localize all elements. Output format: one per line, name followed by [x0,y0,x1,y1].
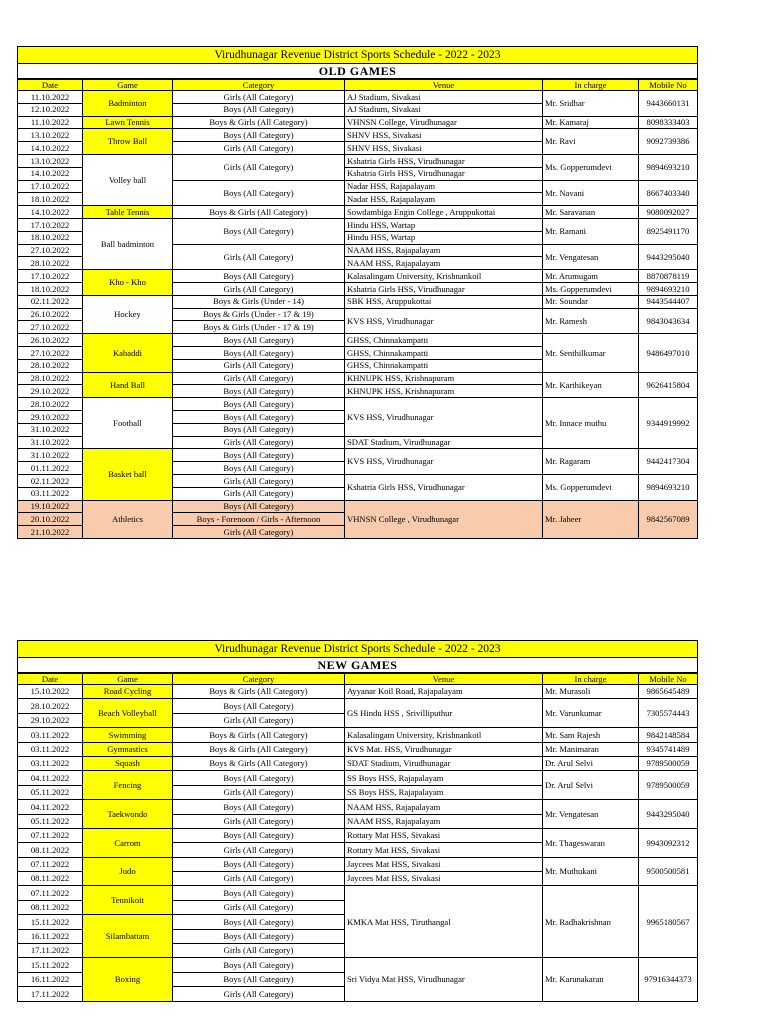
cell-venue: SS Boys HSS, Rajapalayam [345,771,543,785]
cell-venue: NAAM HSS, Rajapalayam [345,815,543,829]
cell-date: 07.11.2022 [18,829,83,843]
cell-incharge: Mr. Manimaran [543,743,639,757]
cell-category: Girls (All Category) [173,475,345,488]
cell-category: Girls (All Category) [173,142,345,155]
cell-category: Boys & Girls (All Category) [173,728,345,742]
cell-date: 27.10.2022 [18,347,83,360]
cell-mobile: 9345741489 [639,743,698,757]
cell-mobile: 8925491170 [639,219,698,245]
cell-date: 13.10.2022 [18,129,83,142]
cell-date: 26.10.2022 [18,334,83,347]
cell-category: Girls (All Category) [173,245,345,271]
cell-category: Boys (All Category) [173,334,345,347]
cell-incharge: Mr. Kamaraj [543,117,639,130]
cell-date: 02.11.2022 [18,475,83,488]
cell-incharge: Mr. Ramesh [543,309,639,335]
cell-game: Basket ball [83,449,173,500]
cell-venue: NAAM HSS, Rajapalayam [345,257,543,270]
cell-category: Girls (All Category) [173,526,345,539]
cell-incharge: Ms. Gopperumdevi [543,155,639,181]
cell-mobile: 9894693210 [639,475,698,501]
cell-date: 18.10.2022 [18,193,83,206]
header-category: Category [173,674,345,685]
cell-category: Boys (All Category) [173,219,345,245]
cell-venue: Kshatria Girls HSS, Virudhunagar [345,155,543,168]
cell-category: Boys (All Category) [173,129,345,142]
cell-category: Girls (All Category) [173,91,345,104]
cell-date: 26.10.2022 [18,309,83,322]
cell-category: Boys & Girls (All Category) [173,206,345,219]
cell-mobile: 9344919992 [639,398,698,449]
cell-venue: KHNUPK HSS, Krishnapuram [345,373,543,386]
cell-mobile: 9789500059 [639,757,698,771]
cell-incharge: Mr. Ramani [543,219,639,245]
cell-incharge: Mr. Radhakrishnan [543,886,639,958]
cell-category: Boys (All Category) [173,973,345,987]
cell-date: 14.10.2022 [18,142,83,155]
cell-category: Boys (All Category) [173,449,345,462]
cell-venue: VHNSN College , Virudhunagar [345,501,543,539]
cell-game: Silambattam [83,915,173,958]
cell-incharge: Mr. Sridhar [543,91,639,117]
cell-venue: KVS HSS, Virudhunagar [345,398,543,436]
cell-category: Boys (All Category) [173,462,345,475]
cell-date: 14.10.2022 [18,168,83,181]
cell-category: Girls (All Category) [173,155,345,181]
cell-category: Boys & Girls (All Category) [173,685,345,699]
cell-game: Beach Volleyball [83,699,173,728]
cell-game: Volley ball [83,155,173,206]
cell-incharge: Ms. Gopperumdevi [543,475,639,501]
cell-mobile: 9965180567 [639,886,698,958]
cell-game: Taekwondo [83,800,173,829]
cell-venue: Kalasalingam University, Krishnankoil [345,728,543,742]
cell-venue: SS Boys HSS, Rajapalayam [345,786,543,800]
cell-date: 04.11.2022 [18,771,83,785]
cell-game: Kho - Kho [83,270,173,296]
cell-mobile: 9943092312 [639,829,698,858]
cell-date: 11.10.2022 [18,117,83,130]
cell-incharge: Dr. Arul Selvi [543,771,639,800]
cell-category: Boys (All Category) [173,501,345,514]
cell-category: Boys & Girls (All Category) [173,743,345,757]
cell-date: 13.10.2022 [18,155,83,168]
cell-category: Boys (All Category) [173,930,345,944]
cell-game: Throw Ball [83,129,173,155]
new-schedule-title: Virudhunagar Revenue District Sports Schedule - 2022 - 2023 [17,640,698,658]
cell-date: 31.10.2022 [18,437,83,450]
cell-category: Girls (All Category) [173,714,345,728]
cell-date: 03.11.2022 [18,757,83,771]
cell-venue: KHNUPK HSS, Krishnapuram [345,385,543,398]
cell-date: 15.10.2022 [18,685,83,699]
cell-venue: NAAM HSS, Rajapalayam [345,245,543,258]
cell-mobile: 9092739386 [639,129,698,155]
cell-category: Boys & Girls (Under - 14) [173,296,345,309]
header-game: Game [83,80,173,91]
cell-date: 28.10.2022 [18,373,83,386]
cell-mobile: 9443295040 [639,245,698,271]
cell-category: Boys (All Category) [173,270,345,283]
header-mobile: Mobile No [639,80,698,91]
cell-date: 28.10.2022 [18,398,83,411]
cell-incharge: Mr. Varunkumar [543,699,639,728]
cell-venue: Nadar HSS, Rajapalayam [345,193,543,206]
cell-venue: SBK HSS, Aruppukottai [345,296,543,309]
cell-venue: AJ Stadium, Sivakasi [345,91,543,104]
cell-mobile: 9443544407 [639,296,698,309]
header-venue: Venue [345,674,543,685]
cell-category: Boys & Girls (Under - 17 & 19) [173,321,345,334]
cell-date: 07.11.2022 [18,858,83,872]
cell-venue: Sowdambiga Engin College , Aruppukottai [345,206,543,219]
cell-venue: Kalasalingam University, Krishnankoil [345,270,543,283]
cell-category: Boys & Girls (Under - 17 & 19) [173,309,345,322]
cell-mobile: 9842567089 [639,501,698,539]
cell-venue: AJ Stadium, Sivakasi [345,104,543,117]
cell-category: Boys & Girls (All Category) [173,117,345,130]
cell-date: 12.10.2022 [18,104,83,117]
cell-game: Table Tennis [83,206,173,219]
cell-category: Boys (All Category) [173,347,345,360]
cell-date: 21.10.2022 [18,526,83,539]
cell-date: 28.10.2022 [18,257,83,270]
cell-date: 07.11.2022 [18,886,83,900]
cell-date: 03.11.2022 [18,728,83,742]
cell-incharge: Mr. Soundar [543,296,639,309]
cell-category: Girls (All Category) [173,283,345,296]
old-games-schedule [17,46,698,539]
cell-mobile: 9443660131 [639,91,698,117]
header-incharge: In charge [543,674,639,685]
cell-venue: Hindu HSS, Wartap [345,219,543,232]
cell-date: 31.10.2022 [18,449,83,462]
cell-category: Girls (All Category) [173,843,345,857]
cell-incharge: Mr. Murasoli [543,685,639,699]
cell-date: 15.11.2022 [18,915,83,929]
cell-date: 28.10.2022 [18,699,83,713]
cell-category: Girls (All Category) [173,815,345,829]
cell-incharge: Mr. Thageswaran [543,829,639,858]
cell-venue: Kshatria Girls HSS, Virudhunagar [345,475,543,501]
cell-category: Girls (All Category) [173,872,345,886]
cell-category: Girls (All Category) [173,373,345,386]
cell-category: Boys (All Category) [173,771,345,785]
cell-game: Kabaddi [83,334,173,372]
cell-mobile: 9443295040 [639,800,698,829]
cell-incharge: Mr. Innace muthu [543,398,639,449]
cell-category: Boys (All Category) [173,411,345,424]
cell-date: 04.11.2022 [18,800,83,814]
cell-mobile: 8667403340 [639,181,698,207]
cell-mobile: 9080092027 [639,206,698,219]
cell-date: 17.10.2022 [18,270,83,283]
cell-category: Boys (All Category) [173,858,345,872]
cell-venue: KVS Mat. HSS, Virudhunagar [345,743,543,757]
cell-date: 29.10.2022 [18,385,83,398]
cell-category: Boys (All Category) [173,424,345,437]
cell-game: Road Cycling [83,685,173,699]
cell-category: Boys & Girls (All Category) [173,757,345,771]
cell-date: 16.11.2022 [18,930,83,944]
cell-category: Girls (All Category) [173,437,345,450]
cell-incharge: Mr. Saravanan [543,206,639,219]
cell-category: Girls (All Category) [173,901,345,915]
header-date: Date [18,80,83,91]
cell-venue: Ayyanar Koil Road, Rajapalayam [345,685,543,699]
cell-date: 31.10.2022 [18,424,83,437]
cell-game: Athletics [83,501,173,539]
cell-category: Boys - Forenoon / Girls - Afternoon [173,513,345,526]
cell-venue: SDAT Stadium, Virudhunagar [345,757,543,771]
cell-venue: KVS HSS, Virudhunagar [345,449,543,475]
new-games-heading: NEW GAMES [17,658,698,673]
cell-incharge: Mr. Karthikeyan [543,373,639,399]
old-games-heading: OLD GAMES [17,64,698,79]
cell-game: Boxing [83,958,173,1001]
cell-incharge: Mr. Sam Rajesh [543,728,639,742]
cell-date: 11.10.2022 [18,91,83,104]
cell-category: Boys (All Category) [173,181,345,207]
cell-mobile: 9442417304 [639,449,698,475]
cell-venue: Kshatria Girls HSS, Virudhunagar [345,283,543,296]
cell-game: Judo [83,858,173,887]
cell-game: Ball badminton [83,219,173,270]
cell-venue: KVS HSS, Virudhunagar [345,309,543,335]
cell-date: 14.10.2022 [18,206,83,219]
cell-date: 28.10.2022 [18,360,83,373]
cell-venue: KMKA Mat HSS, Tiruthangal [345,886,543,958]
cell-date: 01.11.2022 [18,462,83,475]
cell-incharge: Mr. Navani [543,181,639,207]
cell-date: 05.11.2022 [18,786,83,800]
cell-category: Boys (All Category) [173,915,345,929]
cell-mobile: 9894693210 [639,283,698,296]
cell-incharge: Mr. Jaheer [543,501,639,539]
cell-game: Gymnastics [83,743,173,757]
cell-venue: SHNV HSS, Sivakasi [345,129,543,142]
cell-venue: Hindu HSS, Wartap [345,232,543,245]
cell-category: Boys (All Category) [173,829,345,843]
cell-date: 29.10.2022 [18,411,83,424]
cell-date: 17.10.2022 [18,181,83,194]
cell-game: Lawn Tennis [83,117,173,130]
cell-category: Boys (All Category) [173,385,345,398]
cell-venue: Nadar HSS, Rajapalayam [345,181,543,194]
cell-venue: Jaycees Mat HSS, Sivakasi [345,858,543,872]
cell-date: 08.11.2022 [18,901,83,915]
cell-date: 08.11.2022 [18,872,83,886]
cell-date: 17.11.2022 [18,944,83,958]
old-schedule-title: Virudhunagar Revenue District Sports Schedule - 2022 - 2023 [17,46,698,64]
cell-venue: Kshatria Girls HSS, Virudhunagar [345,168,543,181]
cell-incharge: Mr. Arumugam [543,270,639,283]
cell-date: 20.10.2022 [18,513,83,526]
cell-game: Squash [83,757,173,771]
cell-game: Carrom [83,829,173,858]
cell-incharge: Mr. Muthukani [543,858,639,887]
cell-date: 27.10.2022 [18,245,83,258]
cell-venue: Jaycees Mat HSS, Sivakasi [345,872,543,886]
cell-date: 08.11.2022 [18,843,83,857]
cell-mobile: 9500500581 [639,858,698,887]
header-game: Game [83,674,173,685]
cell-mobile: 9626415804 [639,373,698,399]
cell-category: Boys (All Category) [173,104,345,117]
cell-date: 16.11.2022 [18,973,83,987]
cell-venue: GHSS, Chinnakampatti [345,347,543,360]
cell-mobile: 9865645489 [639,685,698,699]
cell-mobile: 8870878119 [639,270,698,283]
cell-venue: Sri Vidya Mat HSS, Virudhunagar [345,958,543,1001]
new-games-table [17,673,698,1002]
cell-game: Fencing [83,771,173,800]
cell-category: Girls (All Category) [173,987,345,1001]
cell-mobile: 9486497010 [639,334,698,372]
cell-category: Girls (All Category) [173,944,345,958]
cell-incharge: Mr. Vengatesan [543,245,639,271]
cell-category: Girls (All Category) [173,488,345,501]
cell-mobile: 97916344373 [639,958,698,1001]
cell-incharge: Mr. Karunakaran [543,958,639,1001]
cell-category: Boys (All Category) [173,886,345,900]
cell-date: 05.11.2022 [18,815,83,829]
new-games-schedule [17,640,698,1002]
header-category: Category [173,80,345,91]
cell-game: Hockey [83,296,173,334]
cell-date: 18.10.2022 [18,283,83,296]
cell-venue: GHSS, Chinnakampatti [345,360,543,373]
cell-date: 27.10.2022 [18,321,83,334]
cell-category: Boys (All Category) [173,958,345,972]
cell-venue: VHNSN College, Virudhunagar [345,117,543,130]
cell-incharge: Mr. Ragaram [543,449,639,475]
cell-mobile: 9894693210 [639,155,698,181]
cell-mobile: 9789500059 [639,771,698,800]
cell-incharge: Mr. Senthilkumar [543,334,639,372]
cell-venue: SDAT Stadium, Virudhunagar [345,437,543,450]
cell-date: 18.10.2022 [18,232,83,245]
cell-date: 17.11.2022 [18,987,83,1001]
cell-mobile: 9843043634 [639,309,698,335]
cell-mobile: 7305574443 [639,699,698,728]
cell-date: 19.10.2022 [18,501,83,514]
cell-category: Boys (All Category) [173,699,345,713]
cell-incharge: Mr. Ravi [543,129,639,155]
cell-mobile: 9842148584 [639,728,698,742]
cell-incharge: Ms. Gopperumdevi [543,283,639,296]
cell-game: Badminton [83,91,173,117]
cell-category: Girls (All Category) [173,786,345,800]
header-mobile: Mobile No [639,674,698,685]
cell-date: 03.11.2022 [18,743,83,757]
old-games-table [17,79,698,539]
cell-game: Football [83,398,173,449]
cell-venue: Rottary Mat HSS, Sivakasi [345,843,543,857]
cell-game: Swimming [83,728,173,742]
cell-category: Girls (All Category) [173,360,345,373]
cell-category: Boys (All Category) [173,398,345,411]
cell-date: 17.10.2022 [18,219,83,232]
cell-venue: SHNV HSS, Sivakasi [345,142,543,155]
cell-mobile: 8098333403 [639,117,698,130]
cell-game: Tennikoit [83,886,173,915]
cell-game: Hand Ball [83,373,173,399]
cell-date: 29.10.2022 [18,714,83,728]
cell-incharge: Mr. Vengatesan [543,800,639,829]
cell-category: Boys (All Category) [173,800,345,814]
cell-incharge: Dr. Arul Selvi [543,757,639,771]
header-venue: Venue [345,80,543,91]
cell-date: 02.11.2022 [18,296,83,309]
cell-venue: NAAM HSS, Rajapalayam [345,800,543,814]
header-incharge: In charge [543,80,639,91]
cell-venue: GS Hindu HSS , Srivilliputhur [345,699,543,728]
header-date: Date [18,674,83,685]
cell-date: 15.11.2022 [18,958,83,972]
cell-venue: Rottary Mat HSS, Sivakasi [345,829,543,843]
cell-venue: GHSS, Chinnakampatti [345,334,543,347]
cell-date: 03.11.2022 [18,488,83,501]
